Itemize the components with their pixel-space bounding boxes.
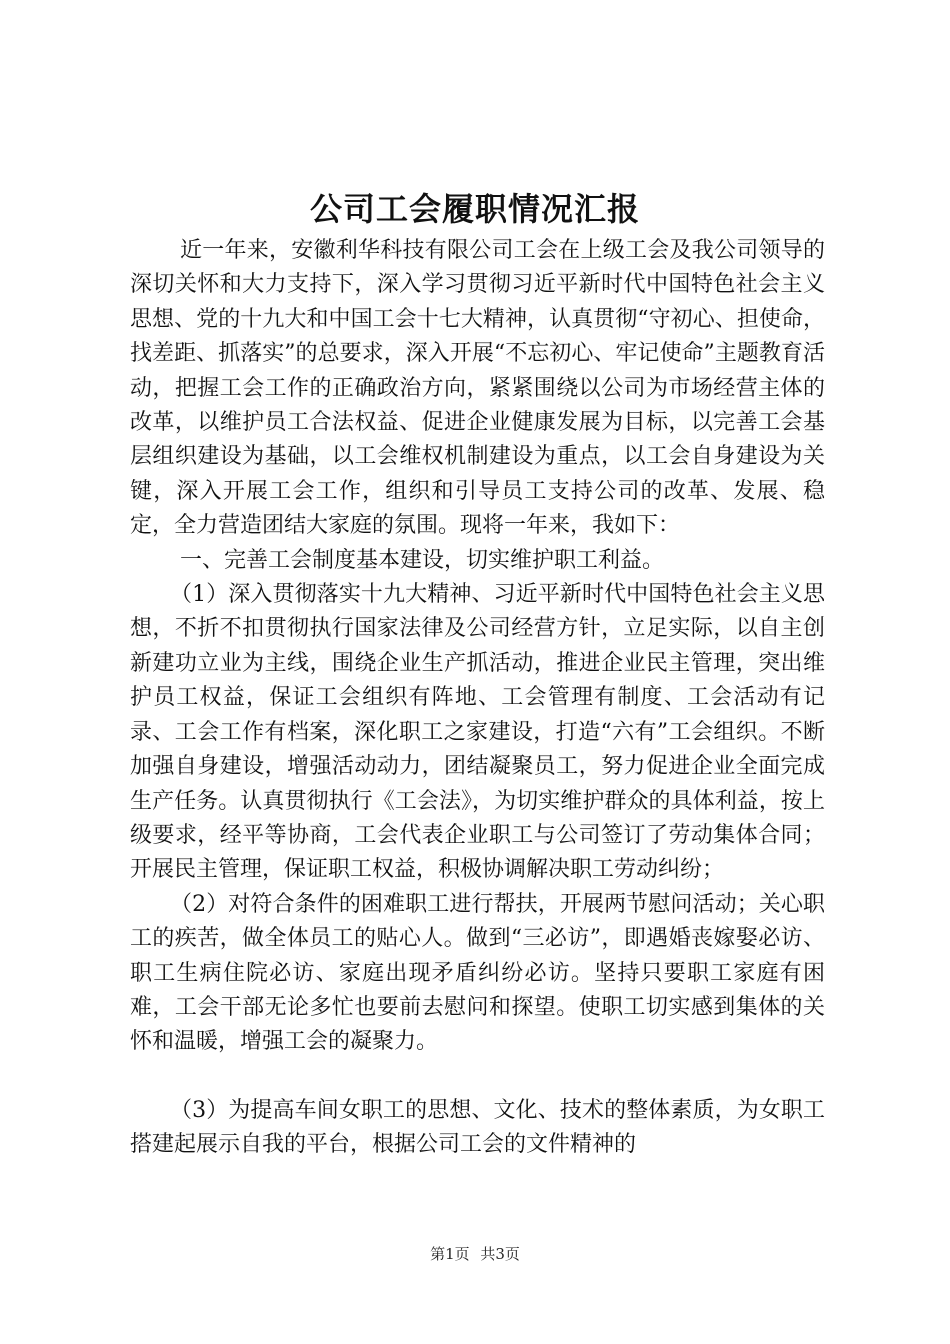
item-paragraph-2: （2）对符合条件的困难职工进行帮扶，开展两节慰问活动；关心职工的疾苦，做全体员工的贴心人。做到“三必访”，即遇婚丧嫁娶必访、职工生病住院必访、家庭出现矛盾纠纷必访。坚持只要职工家庭有困难，工会干部无论多忙也要前去慰问和探望。使职工切实感到集体的关怀和温暖，增强工会的凝聚力。 (130, 891, 825, 1055)
item-paragraph-3: （3）为提高车间女职工的思想、文化、技术的整体素质，为女职工搭建起展示自我的平台，根据公司工会的文件精神的 (130, 1097, 825, 1158)
page-number: 第1页 (430, 1245, 470, 1263)
paragraph-spacer (130, 1060, 825, 1094)
item-paragraph-1: （1）深入贯彻落实十九大精神、习近平新时代中国特色社会主义思想，不折不扣贯彻执行国家法律及公司经营方针，立足实际，以自主创新建功立业为主线，围绕企业生产抓活动，推进企业民主管理，突出维护员工权益，保证工会组织有阵地、工会管理有制度、工会活动有记录、工会工作有档案，深化职工之家建设，打造“六有”工会组织。不断加强自身建设，增强活动动力，团结凝聚员工，努力促进企业全面完成生产任务。认真贯彻执行《工会法》，为切实维护群众的具体利益，按上级要求，经平等协商，工会代表企业职工与公司签订了劳动集体合同；开展民主管理，保证职工权益，积极协调解决职工劳动纠纷； (130, 582, 825, 883)
document-body (130, 234, 825, 1163)
intro-paragraph: 近一年来，安徽利华科技有限公司工会在上级工会及我公司领导的深切关怀和大力支持下，深入学习贯彻习近平新时代中国特色社会主义思想、党的十九大和中国工会十七大精神，认真贯彻“守初心、担使命，找差距、抓落实”的总要求，深入开展“不忘初心、牢记使命”主题教育活动，把握工会工作的正确政治方向，紧紧围绕以公司为市场经营主体的改革，以维护员工合法权益、促进企业健康发展为目标，以完善工会基层组织建设为基础，以工会维权机制建设为重点，以工会自身建设为关键，深入开展工会工作，组织和引导员工支持公司的改革、发展、稳定，全力营造团结大家庭的氛围。现将一年来，我如下： (130, 238, 825, 539)
page-footer (0, 1244, 950, 1264)
section-heading-1: 一、完善工会制度基本建设，切实维护职工利益。 (180, 547, 665, 573)
document-title: 公司工会履职情况汇报 (309, 190, 640, 228)
page-total: 共3页 (480, 1245, 520, 1263)
